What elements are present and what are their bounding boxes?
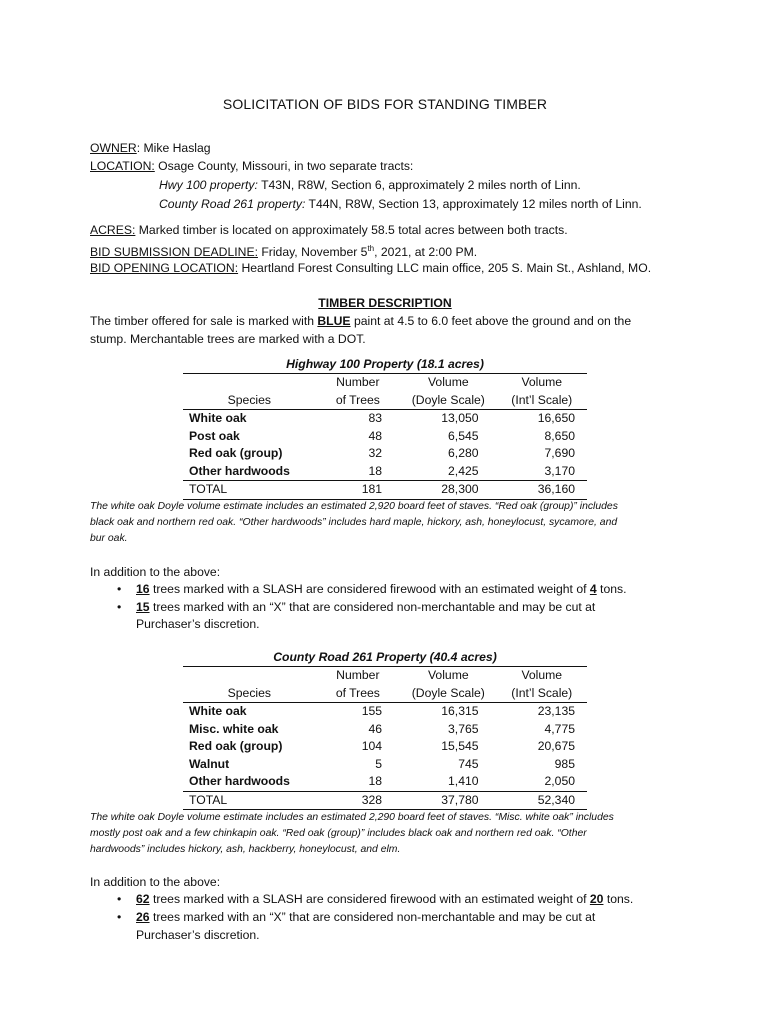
owner-value: : Mike Haslag — [136, 141, 211, 155]
addition1-bullet-1: • 16 trees marked with a SLASH are considered firewood with an estimated weight of 4 tons. — [117, 582, 627, 596]
addition2-intro: In addition to the above: — [90, 875, 221, 889]
tract1-name: Hwy 100 property: — [159, 178, 258, 192]
table-total-row: TOTAL 328 37,780 52,340 — [183, 791, 587, 810]
tract2-desc: T44N, R8W, Section 13, approximately 12 miles north of Linn. — [305, 197, 642, 211]
location-line — [90, 158, 413, 174]
deadline-label: BID SUBMISSION DEADLINE: — [90, 245, 258, 260]
addition1-bullet-2: • 15 trees marked with an “X” that are considered non-merchantable and may be cut at — [117, 600, 596, 614]
location-label: LOCATION: — [90, 159, 155, 173]
acres-label: ACRES: — [90, 223, 136, 237]
tract2-name: County Road 261 property: — [159, 197, 306, 211]
addition1-intro: In addition to the above: — [90, 565, 221, 579]
bullet-icon: • — [117, 582, 122, 596]
deadline-value: Friday, November 5 — [257, 245, 368, 260]
bullet-icon: • — [117, 892, 122, 906]
deadline-sup: th — [367, 244, 375, 253]
table-row: Red oak (group) 104 15,545 20,675 — [189, 739, 575, 753]
table-caption: Highway 100 Property (18.1 acres) — [286, 357, 484, 371]
table-caption: County Road 261 Property (40.4 acres) — [273, 650, 497, 664]
table-row: Other hardwoods 18 1,410 2,050 — [189, 774, 575, 788]
addition2-bullet-2: • 26 trees marked with an “X” that are considered non-merchantable and may be cut at — [117, 910, 596, 924]
table-row: White oak 155 16,315 23,135 — [189, 704, 575, 718]
acres-value: Marked timber is located on approximately 58.5 total acres between both tracts. — [135, 223, 568, 237]
table2-note: The white oak Doyle volume estimate includes an estimated 2,290 board feet of staves. “Misc. white oak” includes mostly post oak and a few chinkapin oak. “Red oak (group)” includes black oak and northern red oak. “Other hardwoods” includes hickory, ash, hackberry, honeylocust, and elm. — [90, 812, 614, 855]
location-value: Osage County, Missouri, in two separate tracts: — [154, 159, 414, 173]
tract1-desc: T43N, R8W, Section 6, approximately 2 miles north of Linn. — [257, 178, 581, 192]
addition2-bullet-2-cont: Purchaser’s discretion. — [136, 928, 260, 942]
table1-note: The white oak Doyle volume estimate includes an estimated 2,920 board feet of staves. “Red oak (group)” includes black oak and northern red oak. “Other hardwoods” includes hard maple, hickory, ash, honeylocust, sycamore, and bur oak. — [90, 501, 618, 544]
county-road-261-table — [183, 649, 587, 810]
addition1-bullet-2-cont: Purchaser’s discretion. — [136, 617, 260, 631]
opening-line — [90, 260, 651, 276]
addition2-bullet-1: • 62 trees marked with a SLASH are considered firewood with an estimated weight of 20 tons. — [117, 892, 634, 906]
highway-100-table — [183, 356, 587, 500]
table-total-row: TOTAL 181 28,300 36,160 — [183, 481, 587, 500]
table-row: Misc. white oak 46 3,765 4,775 — [189, 721, 575, 736]
tract2-line — [159, 196, 642, 212]
opening-label: BID OPENING LOCATION: — [90, 261, 239, 275]
table-row: Other hardwoods 18 2,425 3,170 — [189, 463, 575, 478]
page-title: SOLICITATION OF BIDS FOR STANDING TIMBER — [222, 96, 548, 112]
table-row: Red oak (group) 32 6,280 7,690 — [189, 446, 575, 460]
table-header-row: Species of Trees (Doyle Scale) (Int’l Scale) — [183, 685, 587, 703]
table-row: Post oak 48 6,545 8,650 — [189, 428, 575, 443]
owner-label: OWNER — [90, 141, 137, 155]
owner-line — [90, 140, 211, 156]
table-header-row: Number Volume Volume — [183, 667, 587, 685]
table-header-row: Number Volume Volume — [183, 374, 587, 392]
tract1-line — [159, 177, 581, 193]
table-row: Walnut 5 745 985 — [189, 756, 575, 771]
bullet-icon: • — [117, 600, 122, 614]
timber-line-2: stump. Merchantable trees are marked with a DOT. — [90, 332, 366, 346]
acres-line — [90, 222, 568, 238]
blue-emphasis: BLUE — [317, 314, 351, 328]
opening-value: Heartland Forest Consulting LLC main office, 205 S. Main St., Ashland, MO. — [238, 261, 652, 275]
bullet-icon: • — [117, 910, 122, 924]
deadline-value-end: , 2021, at 2:00 PM. — [374, 245, 478, 260]
deadline-line — [90, 241, 477, 260]
table-row: White oak 83 13,050 16,650 — [189, 411, 575, 425]
table-header-row: Species of Trees (Doyle Scale) (Int’l Scale) — [183, 392, 587, 410]
timber-heading: TIMBER DESCRIPTION — [318, 296, 452, 310]
timber-line-1: The timber offered for sale is marked with BLUE paint at 4.5 to 6.0 feet above the ground and on the — [90, 314, 632, 328]
